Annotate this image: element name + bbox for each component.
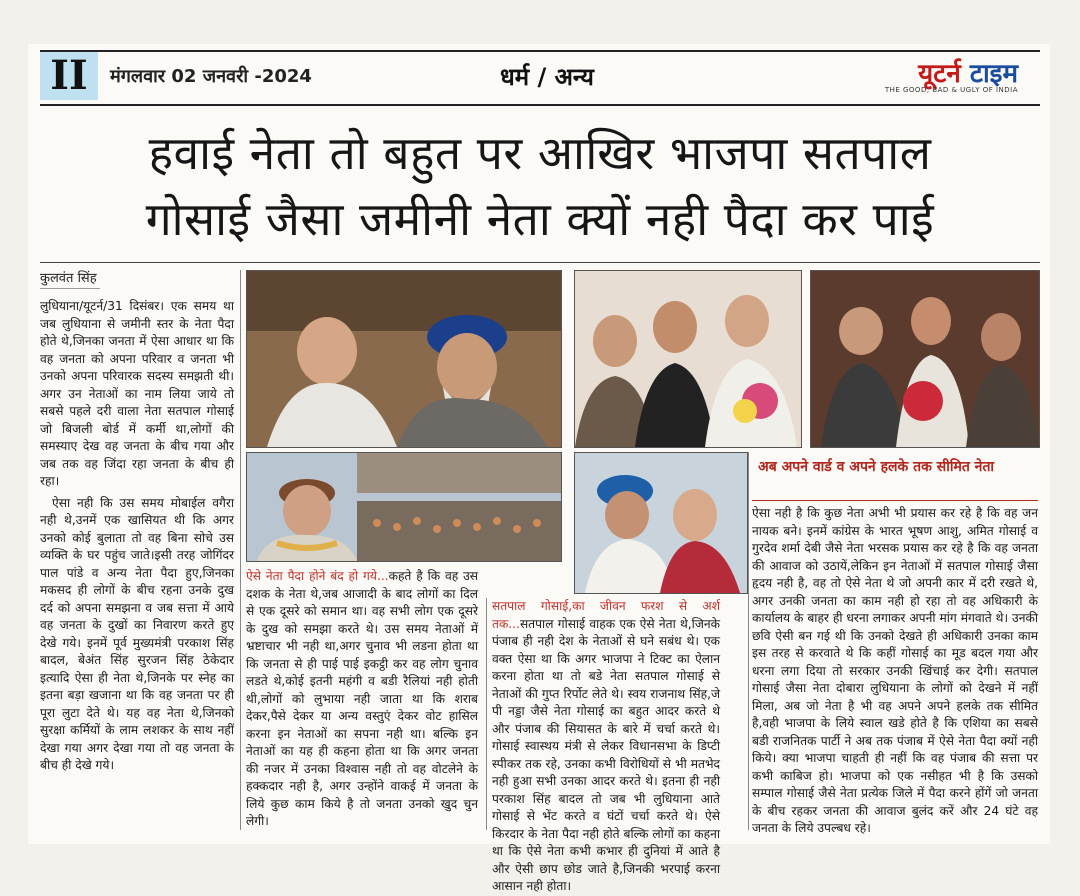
section-title: धर्म / अन्य xyxy=(500,63,594,91)
column-4-text: ऐसा नही है कि कुछ नेता अभी भी प्रयास कर रहे है कि वह जन नायक बने। इनमें कांग्रेस के भारत भूषण आशु, अमित गोसाई व गुरदेव शर्मा देबी जैसे नेता भरसक प्रयास कर रहे है कि वह जनता की आवाज को उठायें,लेकिन इन नेताओं में सतपाल गोसाई जैसा हृदय नही है, वह तो ऐसे नेता थे जो अपनी कार में दरी रखते थे, अगर उनकी जनता का काम नही हो रहा तो वह अधिकारी के कार्यालय के बाहर ही धरना लगाकर अपनी मांग मंगवाते थे। उनकी छवि ऐसी बन गई थी कि उनको देखते ही अधिकारी उनका काम इस तरह से करवाते थे कि कहीं गोसाई का मूड बदल गया और धरना लगा दिया तो सरकार उनकी खिंचाई कर देगी। सतपाल गोसाई जैसा नेता दोबारा लुधियाना के लोगों को देखने में नहीं मिला, अब जो नेता है भी वह अपने अपने हलके तक सीमित है,वही भाजपा के लिये स्वाल खडे होते है कि एशिया का सबसे बडी राजनितक पार्टी ने अब तक पंजाब में ऐसे नेता पैदा क्यों नही किये। क्या भाजपा चाहती ही नहीं कि वह पंजाब की सत्ता पर कभी काबिज हो। भाजपा को एक नसीहत भी है कि उसको सम्पाल गोसाई जैसे नेता प्रत्येक जिले में पैदा करने होंगें जो जनता के बीच रहकर जनता की आवाज बुलंद करें और 24 घंटे वह जनता के लिये उपल्बध रहे। xyxy=(752,506,1038,835)
article-column-4 xyxy=(752,505,1038,838)
column-2-text: कहते है कि वह उस दशक के नेता थे,जब आजादी के बाद लोगों का दिल से एक दूसरे को समान था। वह सभी लोग एक दूसरे के दुख को समझा करते थे। उस समय नेताओं में भ्रष्टाचार भी नही था,अगर चुनाव भी लडना होता था कि जनता से ही पाई पाई इकट्ठी कर वह लोग चुनाव लडते थे,कोई इतनी महंगी व बडी रैलियां नही होती थी,लोगों को लुभाया नही जाता था कि शराब देकर,पैसे देकर या अन्य वस्तुएं देकर वोट हासिल करना इन नेताओं का सपना नही था। बल्कि इन नेताओं का यह ही कहना होता था कि अगर जनता की नजर में उनका विश्वास नही तो वह वोटलेने के हक्कदार नही है, अगर उन्होंने वाकई में जनता के लिये कुछ काम किये है तो जनता उनको खुद चुन लेगी। xyxy=(246,569,478,828)
issue-date: मंगलवार 02 जनवरी -2024 xyxy=(110,66,312,87)
byline: कुलवंत सिंह xyxy=(40,271,97,286)
column-divider xyxy=(486,598,487,830)
photo-badal-gosai xyxy=(246,270,562,448)
photo-sukhbir-badal xyxy=(574,452,748,594)
paragraph: ऐसा नही कि उस समय मोबाईल वगैरा नही थे,उनमें एक खासियत थी कि अगर उनको कोई बुलाता तो वह बिना सोचे उस व्यक्ति के घर पहुंच जाते।इसी तरह जोगिंदर पाल पांडे व अन्य नेता पैदा हुए,जिनका मकसद ही लोगों के बीच रहना उनके दुख दर्द को अपना समझना व जब सत्ता में आये वह जनता के दुखों का निवारण करते हुए देखे गये। इनमें पूर्व मुख्यमंत्री परकाश सिंह बादल, बेअंत सिंह सुरजन सिंह ठेकेदार इत्यादि ऐसा ही नेता थे,जिनके पर स्नेह का इतना बड़ा खजाना था कि वह जनता पर ही पूरा लुटा देते थे। यह वह नेता थे,जिनको सुरक्षा कर्मियों के लाम लशकर के साथ नहीं देखा गया अगर देखा गया तो वह जनता के बीच ही देखे गये। xyxy=(40,495,234,772)
headline-divider xyxy=(40,262,1040,263)
column-3-text: सतपाल गोसाई वाहक एक ऐसे नेता थे,जिनके पंजाब ही नही देश के नेताओं से घने सबंध थे। एक वक्त ऐसा था कि अगर भाजपा ने टिक्ट का ऐलान करना होता था तो बडे नेता सतपाल गोसाई से नेताओं की गुप्त रिर्पोट लेते थे। स्वय राजनाथ सिंह,जे पी नड्डा जैसे नेता गोसाई का बहुत आदर करते थे और पंजाब की सियासत के बारे में चर्चा करते थे। गोसाई स्वास्थय मंत्री से लेकर विधानसभा के डिप्टी स्पीकर तक रहे, उनका कभी विरोधियों से भी मतभेद नही हुआ सभी उनका आदर करते थे। इतना ही नही परकाश सिंह बादल तो जब भी लुधियाना आते गोसाई से भेंट करते व घंटों चर्चा करते थे। ऐसे किरदार के नेता पैदा नही होते बल्कि लोगों का कहना था कि ऐसे नेता कभी कभार ही दुनियां में आते है और ऐसी छाप छोड जाते है,जिनकी भरपाई करना आसान नही होता। xyxy=(492,616,720,893)
paragraph: लुधियाना/यूटर्न/31 दिसंबर। एक समय था जब लुधियाना से जमीनी स्तर के नेता पैदा होते थे,जिनका जनता में ऐसा आधार था कि वह जनता को अपना परिवार व जनता भी उनको अपना परिवारक सदस्य समझती थी। अगर उन नेताओं का नाम लिया जाये तो सबसे पहले दरी वाला नेता सतपाल गोसाई जो बिजली बोर्ड में कर्मी था,लोगों की समस्याए देख वह जनता के बीच गया और जब तक वह जिंदा रहा जनता के बीच ही रहा। xyxy=(40,299,234,488)
logo-text-part2: टाइम xyxy=(969,59,1018,89)
headline-line-2: गोसाई जैसा जमीनी नेता क्यों नही पैदा कर पाई xyxy=(145,192,935,246)
newspaper-logo xyxy=(885,54,1018,94)
byline-divider xyxy=(40,288,100,289)
column-3-lead: सतपाल गोसाई,का जीवन फरश से अर्श तक... xyxy=(492,599,720,631)
photo-rajnath-singh xyxy=(574,270,802,448)
subheading-divider xyxy=(752,500,1038,501)
photo-rally-crowd xyxy=(246,452,562,562)
article-column-1 xyxy=(40,298,234,779)
column-2-lead: ऐसे नेता पैदा होने बंद हो गये... xyxy=(246,569,389,583)
column-divider xyxy=(748,452,749,830)
article-column-3 xyxy=(492,598,720,896)
headline-line-1: हवाई नेता तो बहुत पर आखिर भाजपा सतपाल xyxy=(148,126,932,180)
main-headline xyxy=(40,120,1040,252)
photo-jp-nadda xyxy=(810,270,1040,448)
column-divider xyxy=(240,270,241,830)
logo-text-part1: यूटर्न xyxy=(918,59,961,89)
article-column-2 xyxy=(246,568,478,831)
page-number: II xyxy=(40,52,98,100)
column-4-subheading: अब अपने वार्ड व अपने हलके तक सीमित नेता xyxy=(758,459,995,475)
masthead xyxy=(40,50,1040,106)
logo-tagline: THE GOOD, BAD & UGLY OF INDIA xyxy=(884,86,1018,94)
